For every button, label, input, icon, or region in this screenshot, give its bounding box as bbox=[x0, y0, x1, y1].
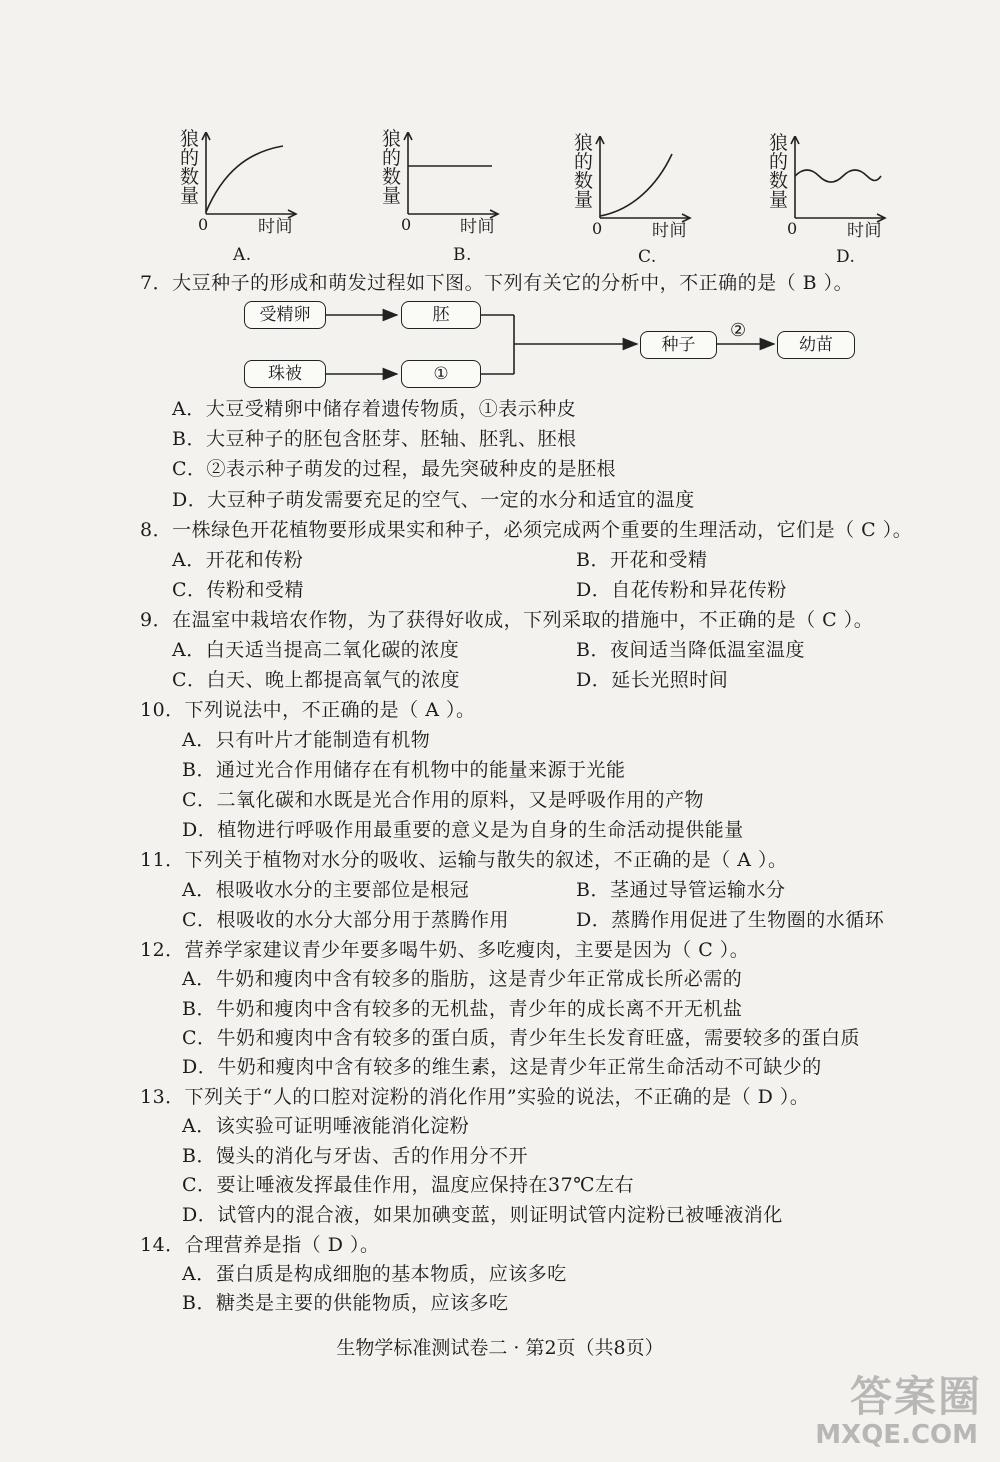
q12-option-d: D．牛奶和瘦肉中含有较多的维生素，这是青少年正常生命活动不可缺少的 bbox=[182, 1056, 822, 1078]
watermark-logo bbox=[816, 1356, 986, 1456]
graph-a-xlabel: 时间 bbox=[258, 217, 293, 237]
graph-a-origin: 0 bbox=[198, 215, 209, 234]
q11-option-a: A．根吸收水分的主要部位是根冠 bbox=[182, 879, 470, 901]
graph-d-ylabel: 狼的数量 bbox=[769, 132, 789, 211]
q8-option-d: D．自花传粉和异花传粉 bbox=[576, 579, 787, 601]
q7-option-b: B．大豆种子的胚包含胚芽、胚轴、胚乳、胚根 bbox=[172, 428, 577, 450]
q13-option-b: B．馒头的消化与牙齿、舌的作用分不开 bbox=[182, 1145, 528, 1167]
q9-stem: 9．在温室中栽培农作物，为了获得好收成，下列采取的措施中，不正确的是（ C ）。 bbox=[140, 609, 874, 631]
graph-d-option: D. bbox=[836, 247, 856, 267]
q7-stem: 7．大豆种子的形成和萌发过程如下图。下列有关它的分析中，不正确的是（ B ）。 bbox=[140, 272, 854, 294]
q12-option-b: B．牛奶和瘦肉中含有较多的无机盐，青少年的成长离不开无机盐 bbox=[182, 998, 743, 1020]
q12-stem: 12．营养学家建议青少年要多喝牛奶、多吃瘦肉，主要是因为（ C ）。 bbox=[140, 939, 750, 961]
q14-option-b: B．糖类是主要的供能物质，应该多吃 bbox=[182, 1292, 509, 1314]
q9-option-c: C．白天、晚上都提高氧气的浓度 bbox=[172, 669, 461, 691]
q14-stem: 14．合理营养是指（ D ）。 bbox=[140, 1234, 380, 1256]
graph-c-origin: 0 bbox=[592, 219, 603, 238]
q13-option-c: C．要让唾液发挥最佳作用，温度应保持在37℃左右 bbox=[182, 1174, 634, 1196]
graph-c-ylabel: 狼的数量 bbox=[574, 132, 594, 211]
box-integument: 珠被 bbox=[244, 360, 326, 388]
box-unknown-1: ① bbox=[401, 360, 481, 388]
q9-option-b: B．夜间适当降低温室温度 bbox=[576, 639, 805, 661]
watermark-url: MXQE.COM bbox=[815, 1420, 978, 1450]
graph-b-option: B. bbox=[453, 245, 472, 265]
q12-option-a: A．牛奶和瘦肉中含有较多的脂肪，这是青少年正常成长所必需的 bbox=[182, 968, 743, 990]
box-fertilized-egg: 受精卵 bbox=[244, 301, 326, 329]
q7-option-c: C．②表示种子萌发的过程，最先突破种皮的是胚根 bbox=[172, 458, 617, 480]
q12-option-c: C．牛奶和瘦肉中含有较多的蛋白质，青少年生长发育旺盛，需要较多的蛋白质 bbox=[182, 1027, 861, 1049]
q10-option-b: B．通过光合作用储存在有机物中的能量来源于光能 bbox=[182, 759, 626, 781]
watermark-logo-text: 答案圈 bbox=[849, 1372, 982, 1421]
graph-c-option: C. bbox=[638, 247, 657, 267]
q9-option-a: A．白天适当提高二氧化碳的浓度 bbox=[172, 639, 460, 661]
box-embryo: 胚 bbox=[401, 301, 481, 329]
q8-option-c: C．传粉和受精 bbox=[172, 579, 305, 601]
box-seedling: 幼苗 bbox=[777, 331, 855, 359]
q7-option-a: A．大豆受精卵中储存着遗传物质，①表示种皮 bbox=[172, 398, 577, 420]
q8-stem: 8．一株绿色开花植物要形成果实和种子，必须完成两个重要的生理活动，它们是（ C ）。 bbox=[140, 519, 913, 541]
q13-stem: 13．下列关于“人的口腔对淀粉的消化作用”实验的说法，不正确的是（ D ）。 bbox=[140, 1086, 810, 1108]
graph-d-origin: 0 bbox=[787, 219, 798, 238]
q7-option-d: D．大豆种子萌发需要充足的空气、一定的水分和适宜的温度 bbox=[172, 489, 695, 511]
q13-option-a: A．该实验可证明唾液能消化淀粉 bbox=[182, 1115, 470, 1137]
graph-b-xlabel: 时间 bbox=[460, 217, 495, 237]
q10-stem: 10．下列说法中，不正确的是（ A ）。 bbox=[140, 699, 476, 721]
q13-option-d: D．试管内的混合液，如果加碘变蓝，则证明试管内淀粉已被唾液消化 bbox=[182, 1204, 783, 1226]
graph-a-ylabel: 狼的数量 bbox=[180, 128, 200, 207]
label-step-2: ② bbox=[730, 320, 747, 341]
q10-option-c: C．二氧化碳和水既是光合作用的原料，又是呼吸作用的产物 bbox=[182, 789, 705, 811]
page-footer: 生物学标准测试卷二 · 第2页（共8页） bbox=[336, 1337, 664, 1359]
q9-option-d: D．延长光照时间 bbox=[576, 669, 729, 691]
graph-b-ylabel: 狼的数量 bbox=[382, 128, 402, 207]
q8-option-b: B．开花和受精 bbox=[576, 549, 708, 571]
q8-option-a: A．开花和传粉 bbox=[172, 549, 304, 571]
graph-c-xlabel: 时间 bbox=[652, 221, 687, 241]
graph-a-option: A. bbox=[233, 245, 252, 265]
box-seed: 种子 bbox=[640, 331, 717, 359]
q11-option-d: D．蒸腾作用促进了生物圈的水循环 bbox=[576, 909, 885, 931]
q14-option-a: A．蛋白质是构成细胞的基本物质，应该多吃 bbox=[182, 1263, 567, 1285]
q10-option-d: D．植物进行呼吸作用最重要的意义是为自身的生命活动提供能量 bbox=[182, 819, 744, 841]
graph-d-xlabel: 时间 bbox=[847, 221, 882, 241]
q10-option-a: A．只有叶片才能制造有机物 bbox=[182, 729, 431, 751]
graph-b-origin: 0 bbox=[401, 215, 412, 234]
q11-option-b: B．茎通过导管运输水分 bbox=[576, 879, 786, 901]
q11-stem: 11．下列关于植物对水分的吸收、运输与散失的叙述，不正确的是（ A ）。 bbox=[140, 849, 788, 871]
q11-option-c: C．根吸收的水分大部分用于蒸腾作用 bbox=[182, 909, 510, 931]
